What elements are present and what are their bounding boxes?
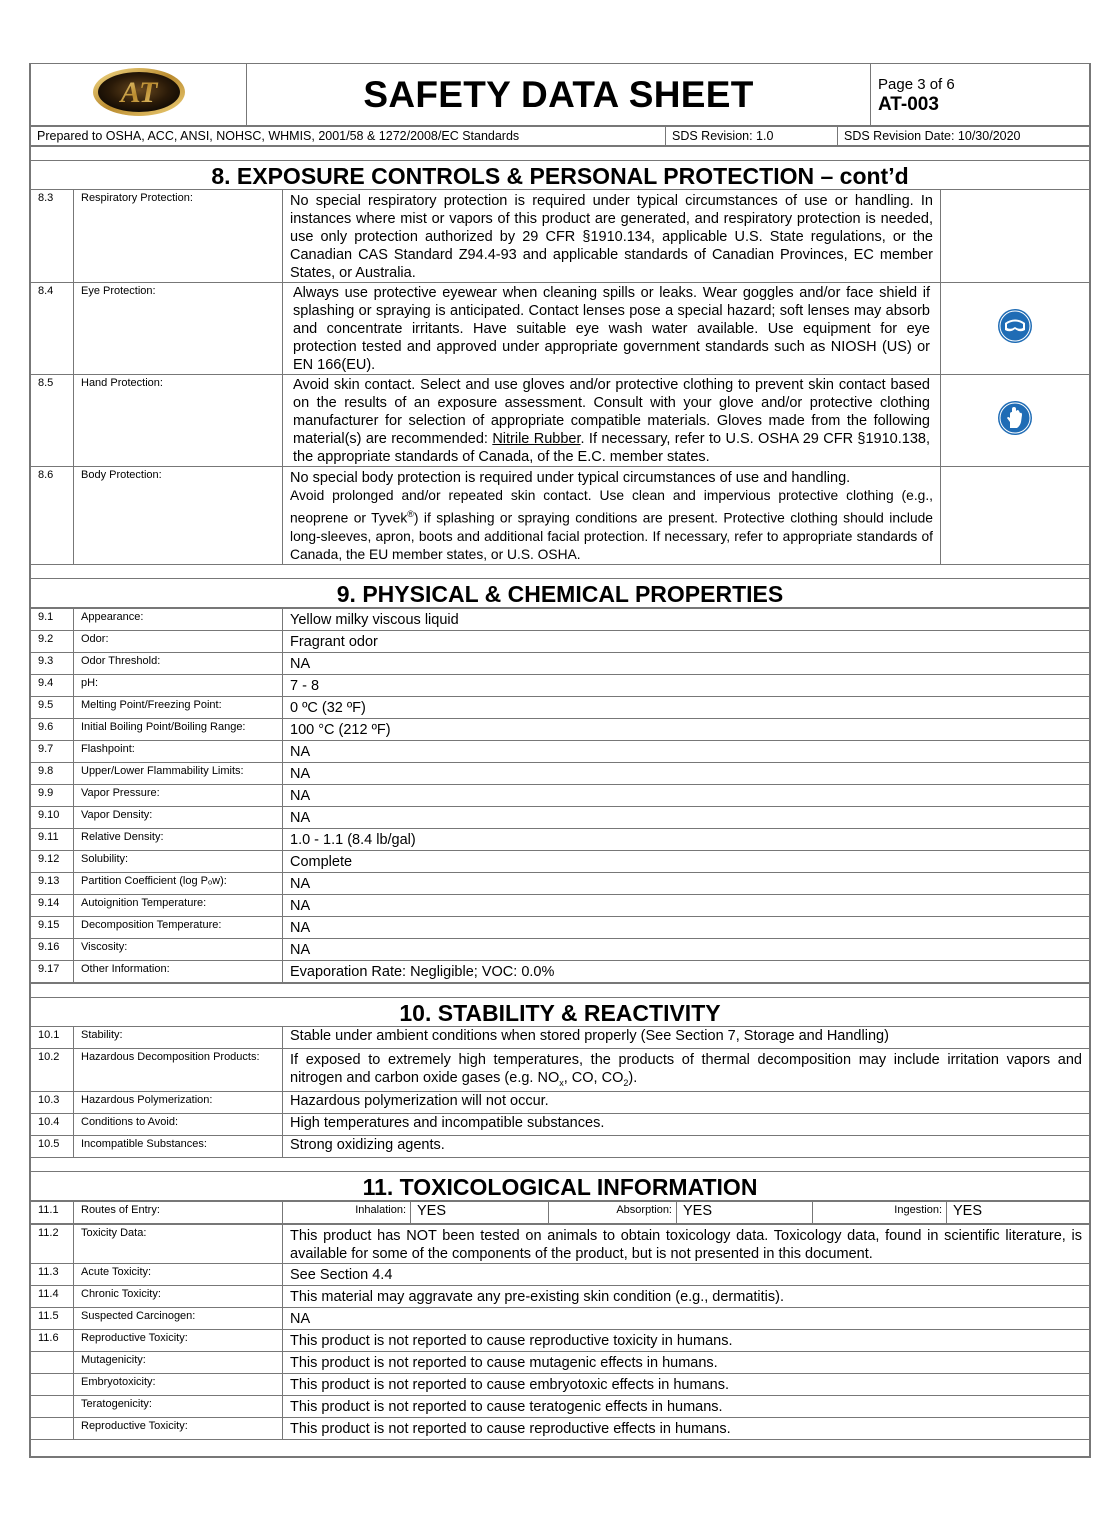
row-number: 9.4	[31, 674, 74, 696]
row-label: Other Information:	[74, 960, 283, 982]
document-id: AT-003	[878, 93, 939, 115]
row-number: 9.10	[31, 806, 74, 828]
eye-protection-text: Always use protective eyewear when cleaning spills or leaks. Wear goggles and/or face shield if splashing or spraying is anticipated. Contact lenses pose a special hazard; soft lenses may absorb and concentrate irritants. Have suitable eye wash water available. Use equipment for eye protection tested and approved under appropriate government standards such as NIOSH (US) or EN 166(EU).	[283, 283, 941, 375]
row-value: This product is not reported to cause reproductive toxicity in humans.	[283, 1330, 1090, 1352]
row-value: NA	[283, 894, 1090, 916]
content-table	[30, 146, 1090, 608]
row-label: Autoignition Temperature:	[74, 894, 283, 916]
row-value: NA	[283, 916, 1090, 938]
row-label: Appearance:	[74, 608, 283, 630]
row-label: Upper/Lower Flammability Limits:	[74, 762, 283, 784]
row-number: 9.13	[31, 872, 74, 894]
row-value: Stable under ambient conditions when stored properly (See Section 7, Storage and Handling)	[283, 1026, 1090, 1048]
table-row	[31, 916, 1090, 938]
row-number: 9.17	[31, 960, 74, 982]
row-value: This product has NOT been tested on animals to obtain toxicology data. Toxicology data, found in scientific literature, is available for some of the components of the product, but is not presented in this document.	[283, 1225, 1090, 1264]
row-value: Strong oxidizing agents.	[283, 1136, 1090, 1158]
icon-cell-empty	[941, 190, 1090, 283]
row-number: 10.5	[31, 1136, 74, 1158]
row-label: Chronic Toxicity:	[74, 1286, 283, 1308]
company-logo	[89, 64, 189, 120]
table-row	[31, 828, 1090, 850]
row-value: 7 - 8	[283, 674, 1090, 696]
row-label: Vapor Density:	[74, 806, 283, 828]
row-number: 8.3	[31, 190, 74, 283]
table-row	[31, 696, 1090, 718]
stability-table	[30, 983, 1090, 1202]
row-number: 8.6	[31, 467, 74, 565]
row-value: See Section 4.4	[283, 1264, 1090, 1286]
row-number	[31, 1418, 74, 1440]
row-number: 11.1	[31, 1202, 74, 1224]
row-label: Reproductive Toxicity:	[74, 1330, 283, 1352]
table-row	[31, 375, 1090, 467]
table-row	[31, 1396, 1090, 1418]
table-row	[31, 740, 1090, 762]
row-value: Complete	[283, 850, 1090, 872]
row-value: Evaporation Rate: Negligible; VOC: 0.0%	[283, 960, 1090, 982]
sds-revision-date: SDS Revision Date: 10/30/2020	[838, 127, 1090, 146]
table-row	[31, 190, 1090, 283]
row-value: Yellow milky viscous liquid	[283, 608, 1090, 630]
table-row	[31, 894, 1090, 916]
row-value: NA	[283, 938, 1090, 960]
logo-cell	[31, 64, 247, 126]
header-table	[30, 63, 1090, 126]
row-label: Acute Toxicity:	[74, 1264, 283, 1286]
row-number: 9.8	[31, 762, 74, 784]
table-row	[31, 1114, 1090, 1136]
row-label: Suspected Carcinogen:	[74, 1308, 283, 1330]
row-number: 10.1	[31, 1026, 74, 1048]
row-number	[31, 1352, 74, 1374]
row-label: Partition Coefficient (log Pₒw):	[74, 872, 283, 894]
sds-revision: SDS Revision: 1.0	[666, 127, 838, 146]
row-label: Relative Density:	[74, 828, 283, 850]
row-value: NA	[283, 784, 1090, 806]
table-row	[31, 938, 1090, 960]
safety-data-sheet	[29, 63, 1091, 1458]
row-label: Flashpoint:	[74, 740, 283, 762]
table-row	[31, 1418, 1090, 1440]
table-row	[31, 608, 1090, 630]
row-number: 9.5	[31, 696, 74, 718]
row-value: 0 ºC (32 ºF)	[283, 696, 1090, 718]
section-8-heading: 8. EXPOSURE CONTROLS & PERSONAL PROTECTION – cont’d	[31, 161, 1090, 190]
row-value: Hazardous polymerization will not occur.	[283, 1092, 1090, 1114]
row-label: Stability:	[74, 1026, 283, 1048]
row-value: 100 °C (212 ºF)	[283, 718, 1090, 740]
table-row	[31, 1286, 1090, 1308]
row-value: This product is not reported to cause mutagenic effects in humans.	[283, 1352, 1090, 1374]
row-number: 9.6	[31, 718, 74, 740]
row-number: 8.4	[31, 283, 74, 375]
row-label: Hand Protection:	[74, 375, 283, 467]
row-number: 9.15	[31, 916, 74, 938]
row-label: Odor Threshold:	[74, 652, 283, 674]
row-number: 11.2	[31, 1225, 74, 1264]
page-number: Page 3 of 6	[878, 75, 955, 93]
row-value: NA	[283, 806, 1090, 828]
row-number: 9.2	[31, 630, 74, 652]
table-row	[31, 1092, 1090, 1114]
table-row	[31, 652, 1090, 674]
row-label: Odor:	[74, 630, 283, 652]
row-value: This product is not reported to cause reproductive effects in humans.	[283, 1418, 1090, 1440]
row-label: Toxicity Data:	[74, 1225, 283, 1264]
row-label: Teratogenicity:	[74, 1396, 283, 1418]
body-protection-text: No special body protection is required under typical circumstances of use and handling. Avoid prolonged and/or repeated skin contact. Use clean and impervious protective clothing (e.g., neoprene or Tyvek®) if splashing or spraying conditions are present. Protective clothing should include long-sleeves, apron, boots and additional facial protection. If necessary, refer to appropriate standards of Canada, the EU member states, or U.S. OSHA.	[283, 467, 941, 565]
section-10-heading: 10. STABILITY & REACTIVITY	[31, 997, 1090, 1026]
inhalation-value: YES	[411, 1202, 549, 1224]
row-number: 9.1	[31, 608, 74, 630]
row-value: NA	[283, 1308, 1090, 1330]
row-value: NA	[283, 872, 1090, 894]
row-number: 10.3	[31, 1092, 74, 1114]
table-row	[31, 674, 1090, 696]
document-title: SAFETY DATA SHEET	[247, 64, 871, 126]
row-number: 10.2	[31, 1048, 74, 1092]
row-value: This product is not reported to cause embryotoxic effects in humans.	[283, 1374, 1090, 1396]
row-number: 9.16	[31, 938, 74, 960]
routes-table	[30, 1201, 1090, 1224]
row-number: 8.5	[31, 375, 74, 467]
ingestion-value: YES	[947, 1202, 1090, 1224]
row-value: NA	[283, 762, 1090, 784]
table-row	[31, 1225, 1090, 1264]
page-info-cell	[871, 64, 1090, 126]
hand-protection-text: Avoid skin contact. Select and use gloves and/or protective clothing to prevent skin contact based on the results of an exposure assessment. Consult with your glove and/or protective clothing manufacturer for selection of appropriate compatible materials. Gloves made from the following material(s) are recommended: Nitrile Rubber. If necessary, refer to U.S. OSHA 29 CFR §1910.138, the appropriate standards of Canada, of the E.C. member states.	[283, 375, 941, 467]
svg-text:AT: AT	[120, 76, 157, 109]
goggles-icon	[997, 308, 1033, 344]
row-value: This product is not reported to cause teratogenic effects in humans.	[283, 1396, 1090, 1418]
row-label: Respiratory Protection:	[74, 190, 283, 283]
row-label: Body Protection:	[74, 467, 283, 565]
row-label: Melting Point/Freezing Point:	[74, 696, 283, 718]
section-9-heading: 9. PHYSICAL & CHEMICAL PROPERTIES	[31, 578, 1090, 607]
table-row	[31, 1330, 1090, 1352]
row-label: Embryotoxicity:	[74, 1374, 283, 1396]
table-row	[31, 806, 1090, 828]
row-label: Routes of Entry:	[74, 1202, 283, 1224]
row-number: 11.6	[31, 1330, 74, 1352]
row-label: pH:	[74, 674, 283, 696]
row-number: 9.7	[31, 740, 74, 762]
row-number	[31, 1374, 74, 1396]
row-value: NA	[283, 652, 1090, 674]
eye-icon-cell	[941, 283, 1090, 375]
row-number: 9.12	[31, 850, 74, 872]
absorption-value: YES	[677, 1202, 813, 1224]
table-row	[31, 283, 1090, 375]
table-row	[31, 1026, 1090, 1048]
row-label: Hazardous Polymerization:	[74, 1092, 283, 1114]
row-value: If exposed to extremely high temperatures, the products of thermal decomposition may include irritation vapors and nitrogen and carbon oxide gases (e.g. $NO_x$, CO, $CO_2$).	[283, 1048, 1090, 1092]
row-value: This material may aggravate any pre-existing skin condition (e.g., dermatitis).	[283, 1286, 1090, 1308]
row-number: 10.4	[31, 1114, 74, 1136]
row-label: Eye Protection:	[74, 283, 283, 375]
table-row	[31, 718, 1090, 740]
hand-icon-cell	[941, 375, 1090, 467]
respiratory-protection-text: No special respiratory protection is required under typical circumstances of use or handling. In instances where mist or vapors of this product are generated, and respiratory protection is needed, use only protection authorized by 29 CFR §1910.134, applicable U.S. State regulations, or the Canadian CAS Standard Z94.4-93 and applicable standards of Canadian Provinces, EC member States, or Australia.	[283, 190, 941, 283]
table-row	[31, 630, 1090, 652]
table-row	[31, 784, 1090, 806]
physical-properties-table	[30, 608, 1090, 983]
row-label: Hazardous Decomposition Products:	[74, 1048, 283, 1092]
row-label: Mutagenicity:	[74, 1352, 283, 1374]
standards-text: Prepared to OSHA, ACC, ANSI, NOHSC, WHMIS, 2001/58 & 1272/2008/EC Standards	[31, 127, 666, 146]
table-row	[31, 960, 1090, 982]
table-row	[31, 1308, 1090, 1330]
table-row	[31, 1202, 1090, 1224]
row-label: Conditions to Avoid:	[74, 1114, 283, 1136]
table-row	[31, 1374, 1090, 1396]
table-row	[31, 762, 1090, 784]
table-row	[31, 1352, 1090, 1374]
row-number: 11.3	[31, 1264, 74, 1286]
row-label: Viscosity:	[74, 938, 283, 960]
row-label: Initial Boiling Point/Boiling Range:	[74, 718, 283, 740]
row-number: 9.11	[31, 828, 74, 850]
row-label: Incompatible Substances:	[74, 1136, 283, 1158]
absorption-label: Absorption:	[549, 1202, 677, 1224]
row-label: Reproductive Toxicity:	[74, 1418, 283, 1440]
table-row	[31, 850, 1090, 872]
row-number: 9.3	[31, 652, 74, 674]
table-row	[31, 872, 1090, 894]
section-11-heading: 11. TOXICOLOGICAL INFORMATION	[31, 1172, 1090, 1201]
row-number: 11.4	[31, 1286, 74, 1308]
inhalation-label: Inhalation:	[283, 1202, 411, 1224]
row-value: 1.0 - 1.1 (8.4 lb/gal)	[283, 828, 1090, 850]
ingestion-label: Ingestion:	[813, 1202, 947, 1224]
icon-cell-empty	[941, 467, 1090, 565]
standards-table	[30, 126, 1090, 146]
toxicology-table	[30, 1224, 1090, 1457]
row-number: 9.14	[31, 894, 74, 916]
row-number: 11.5	[31, 1308, 74, 1330]
row-label: Decomposition Temperature:	[74, 916, 283, 938]
row-number: 9.9	[31, 784, 74, 806]
row-value: NA	[283, 740, 1090, 762]
row-label: Solubility:	[74, 850, 283, 872]
table-row	[31, 467, 1090, 565]
row-value: High temperatures and incompatible substances.	[283, 1114, 1090, 1136]
row-number	[31, 1396, 74, 1418]
table-row	[31, 1136, 1090, 1158]
row-value: Fragrant odor	[283, 630, 1090, 652]
row-label: Vapor Pressure:	[74, 784, 283, 806]
table-row	[31, 1048, 1090, 1092]
table-row	[31, 1264, 1090, 1286]
glove-icon	[997, 400, 1033, 436]
